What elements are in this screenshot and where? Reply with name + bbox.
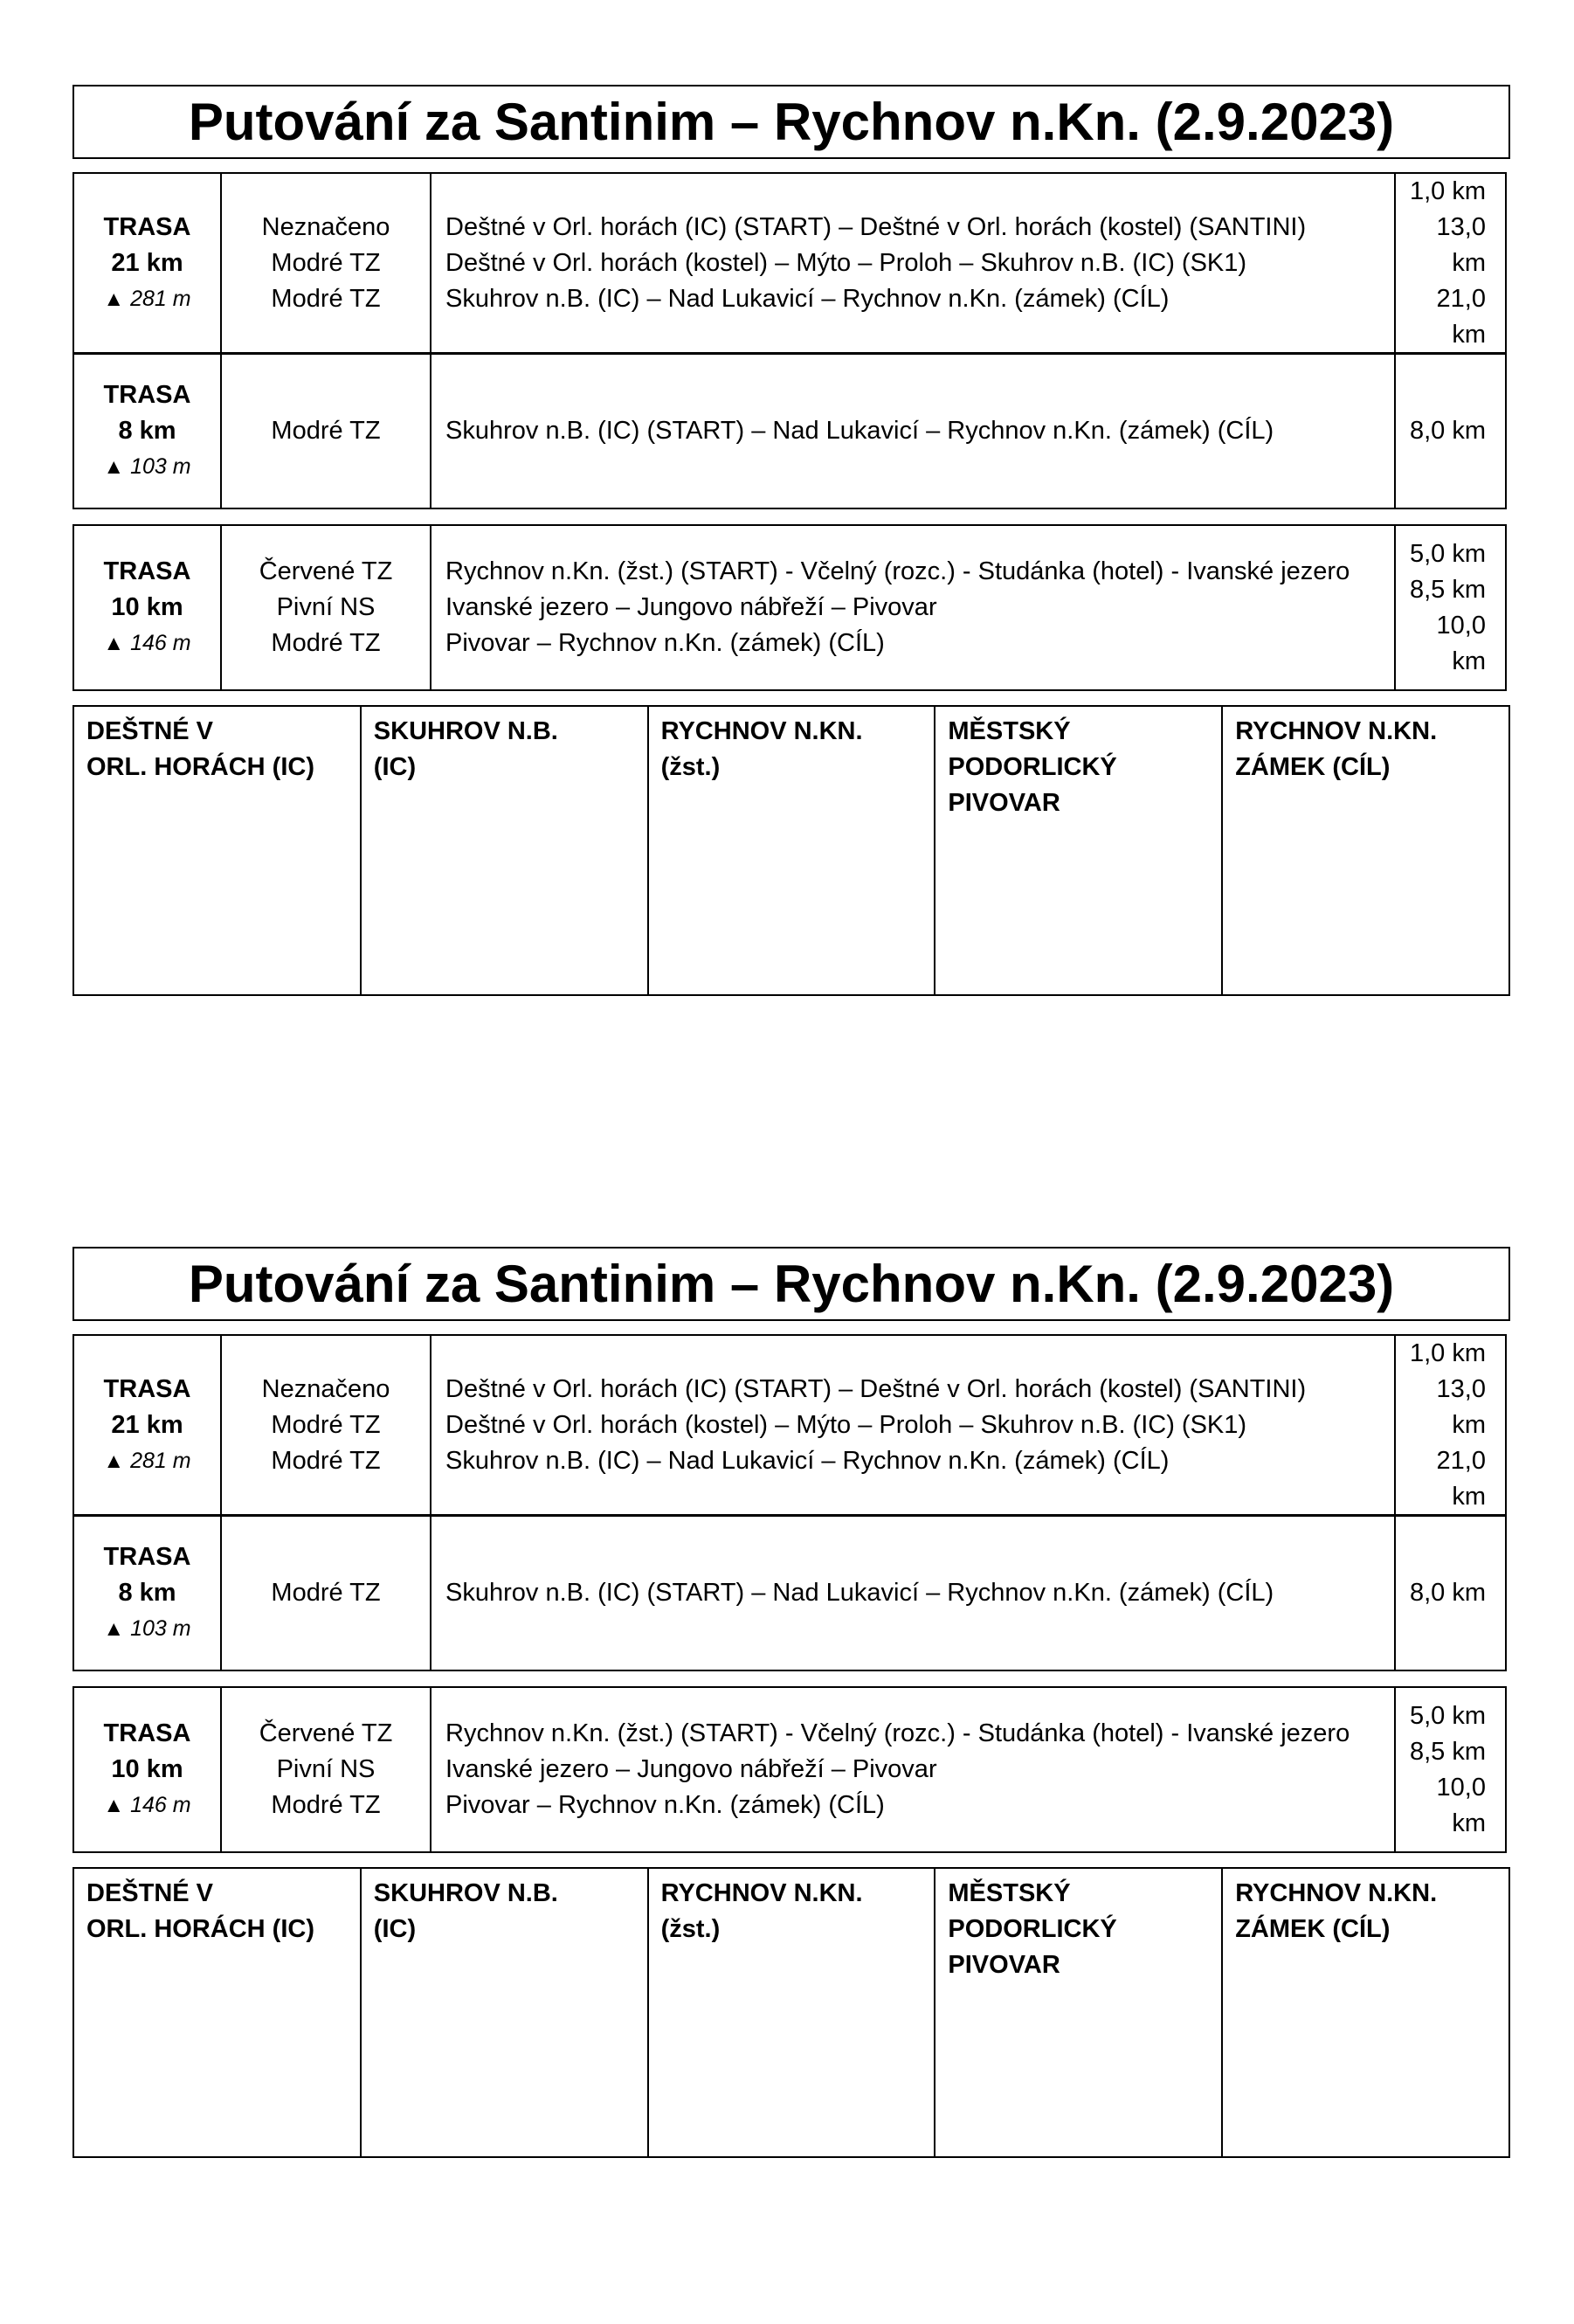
elevation-triangle-icon: ▲	[103, 1616, 125, 1641]
page-title: Putování za Santinim – Rychnov n.Kn. (2.9.2023)	[72, 85, 1510, 159]
segment: Ivanské jezero – Jungovo nábřeží – Pivovar	[445, 593, 937, 621]
route-distances	[1395, 1687, 1506, 1852]
marking: Červené TZ	[259, 1719, 393, 1747]
marking: Modré TZ	[271, 285, 381, 313]
route-label: TRASA	[103, 213, 191, 241]
segment: Skuhrov n.B. (IC) (START) – Nad Lukavicí – Rychnov n.Kn. (zámek) (CÍL)	[445, 416, 1274, 445]
route-label: TRASA	[103, 1375, 191, 1403]
route-table-21km	[72, 1334, 1507, 1517]
route-length: 8 km	[118, 1578, 176, 1607]
stamp-field-brewery: MĚSTSKÝ PODORLICKÝ PIVOVAR	[935, 1868, 1222, 2157]
distance: 8,0 km	[1409, 1578, 1486, 1607]
segment: Pivovar – Rychnov n.Kn. (zámek) (CÍL)	[445, 1791, 885, 1819]
stamp-grid	[72, 705, 1510, 996]
route-label: TRASA	[103, 1542, 191, 1571]
route-markings	[221, 353, 431, 508]
distance: 10,0 km	[1436, 1773, 1486, 1837]
route-segments	[431, 173, 1395, 354]
route-distances	[1395, 525, 1506, 690]
route-markings	[221, 525, 431, 690]
distance: 13,0 km	[1436, 213, 1486, 277]
marking: Modré TZ	[271, 249, 381, 277]
route-table-10km	[72, 1686, 1507, 1853]
stamp-field-rychnov-station: RYCHNOV N.KN. (žst.)	[648, 706, 935, 995]
marking: Pivní NS	[276, 593, 376, 621]
route-length: 21 km	[111, 249, 183, 277]
marking: Modré TZ	[271, 1411, 381, 1439]
route-segments	[431, 1335, 1395, 1516]
route-label-cell	[73, 1687, 221, 1852]
distance: 8,5 km	[1409, 575, 1486, 604]
stamp-field-brewery: MĚSTSKÝ PODORLICKÝ PIVOVAR	[935, 706, 1222, 995]
distance: 21,0 km	[1436, 285, 1486, 349]
elevation-triangle-icon: ▲	[103, 1794, 125, 1817]
ticket-card	[0, 1162, 1574, 2324]
marking: Modré TZ	[271, 1578, 381, 1607]
route-label-cell	[73, 1515, 221, 1670]
marking: Neznačeno	[261, 1375, 390, 1403]
segment: Skuhrov n.B. (IC) (START) – Nad Lukavicí – Rychnov n.Kn. (zámek) (CÍL)	[445, 1578, 1274, 1607]
elevation-triangle-icon: ▲	[103, 287, 125, 311]
route-length: 21 km	[111, 1411, 183, 1439]
route-table-21km	[72, 172, 1507, 355]
segment: Deštné v Orl. horách (kostel) – Mýto – Proloh – Skuhrov n.B. (IC) (SK1)	[445, 1411, 1247, 1439]
route-segments	[431, 353, 1395, 508]
route-label-cell	[73, 1335, 221, 1516]
segment: Skuhrov n.B. (IC) – Nad Lukavicí – Rychnov n.Kn. (zámek) (CÍL)	[445, 285, 1170, 313]
route-length: 8 km	[118, 416, 176, 445]
route-elevation: ▲ 103 m	[103, 1615, 191, 1641]
route-distances	[1395, 173, 1506, 354]
segment: Pivovar – Rychnov n.Kn. (zámek) (CÍL)	[445, 629, 885, 657]
distance: 8,0 km	[1409, 416, 1486, 445]
elevation-triangle-icon: ▲	[103, 632, 125, 655]
route-elevation: ▲ 146 m	[103, 1793, 191, 1817]
stamp-field-destne: DEŠTNÉ V ORL. HORÁCH (IC)	[73, 1868, 361, 2157]
stamp-field-rychnov-castle: RYCHNOV N.KN. ZÁMEK (CÍL)	[1222, 706, 1509, 995]
route-segments	[431, 525, 1395, 690]
marking: Modré TZ	[271, 1447, 381, 1475]
distance: 5,0 km	[1409, 539, 1486, 568]
distance: 5,0 km	[1409, 1701, 1486, 1730]
stamp-field-rychnov-station: RYCHNOV N.KN. (žst.)	[648, 1868, 935, 2157]
route-distances	[1395, 353, 1506, 508]
route-distances	[1395, 1515, 1506, 1670]
stamp-field-destne: DEŠTNÉ V ORL. HORÁCH (IC)	[73, 706, 361, 995]
route-length: 10 km	[111, 1755, 183, 1783]
stamp-grid	[72, 1867, 1510, 2158]
route-markings	[221, 1335, 431, 1516]
elevation-triangle-icon: ▲	[103, 1449, 125, 1473]
route-label-cell	[73, 173, 221, 354]
marking: Modré TZ	[271, 416, 381, 445]
segment: Skuhrov n.B. (IC) – Nad Lukavicí – Rychnov n.Kn. (zámek) (CÍL)	[445, 1447, 1170, 1475]
segment: Deštné v Orl. horách (IC) (START) – Deštné v Orl. horách (kostel) (SANTINI)	[445, 213, 1307, 241]
route-elevation: ▲ 281 m	[103, 287, 191, 311]
marking: Červené TZ	[259, 557, 393, 585]
stamp-field-rychnov-castle: RYCHNOV N.KN. ZÁMEK (CÍL)	[1222, 1868, 1509, 2157]
marking: Modré TZ	[271, 1791, 381, 1819]
route-table-8km	[72, 352, 1507, 509]
route-markings	[221, 173, 431, 354]
segment: Deštné v Orl. horách (IC) (START) – Deštné v Orl. horách (kostel) (SANTINI)	[445, 1375, 1307, 1403]
segment: Rychnov n.Kn. (žst.) (START) - Včelný (rozc.) - Studánka (hotel) - Ivanské jezero	[445, 557, 1350, 585]
route-elevation: ▲ 103 m	[103, 453, 191, 479]
segment: Rychnov n.Kn. (žst.) (START) - Včelný (rozc.) - Studánka (hotel) - Ivanské jezero	[445, 1719, 1350, 1747]
route-label-cell	[73, 525, 221, 690]
route-elevation: ▲ 281 m	[103, 1449, 191, 1473]
route-label: TRASA	[103, 380, 191, 409]
route-length: 10 km	[111, 593, 183, 621]
segment: Ivanské jezero – Jungovo nábřeží – Pivovar	[445, 1755, 937, 1783]
route-table-10km	[72, 524, 1507, 691]
elevation-triangle-icon: ▲	[103, 454, 125, 479]
stamp-field-skuhrov: SKUHROV N.B. (IC)	[361, 1868, 648, 2157]
distance: 13,0 km	[1436, 1375, 1486, 1439]
page-title: Putování za Santinim – Rychnov n.Kn. (2.9.2023)	[72, 1247, 1510, 1321]
route-segments	[431, 1515, 1395, 1670]
route-markings	[221, 1687, 431, 1852]
marking: Pivní NS	[276, 1755, 376, 1783]
route-label: TRASA	[103, 557, 191, 585]
segment: Deštné v Orl. horách (kostel) – Mýto – Proloh – Skuhrov n.B. (IC) (SK1)	[445, 249, 1247, 277]
route-segments	[431, 1687, 1395, 1852]
distance: 1,0 km	[1409, 1339, 1486, 1367]
route-label: TRASA	[103, 1719, 191, 1747]
distance: 10,0 km	[1436, 611, 1486, 675]
route-markings	[221, 1515, 431, 1670]
marking: Neznačeno	[261, 213, 390, 241]
stamp-field-skuhrov: SKUHROV N.B. (IC)	[361, 706, 648, 995]
marking: Modré TZ	[271, 629, 381, 657]
distance: 1,0 km	[1409, 177, 1486, 205]
route-label-cell	[73, 353, 221, 508]
route-table-8km	[72, 1514, 1507, 1671]
route-distances	[1395, 1335, 1506, 1516]
distance: 21,0 km	[1436, 1447, 1486, 1511]
route-elevation: ▲ 146 m	[103, 631, 191, 655]
distance: 8,5 km	[1409, 1737, 1486, 1766]
